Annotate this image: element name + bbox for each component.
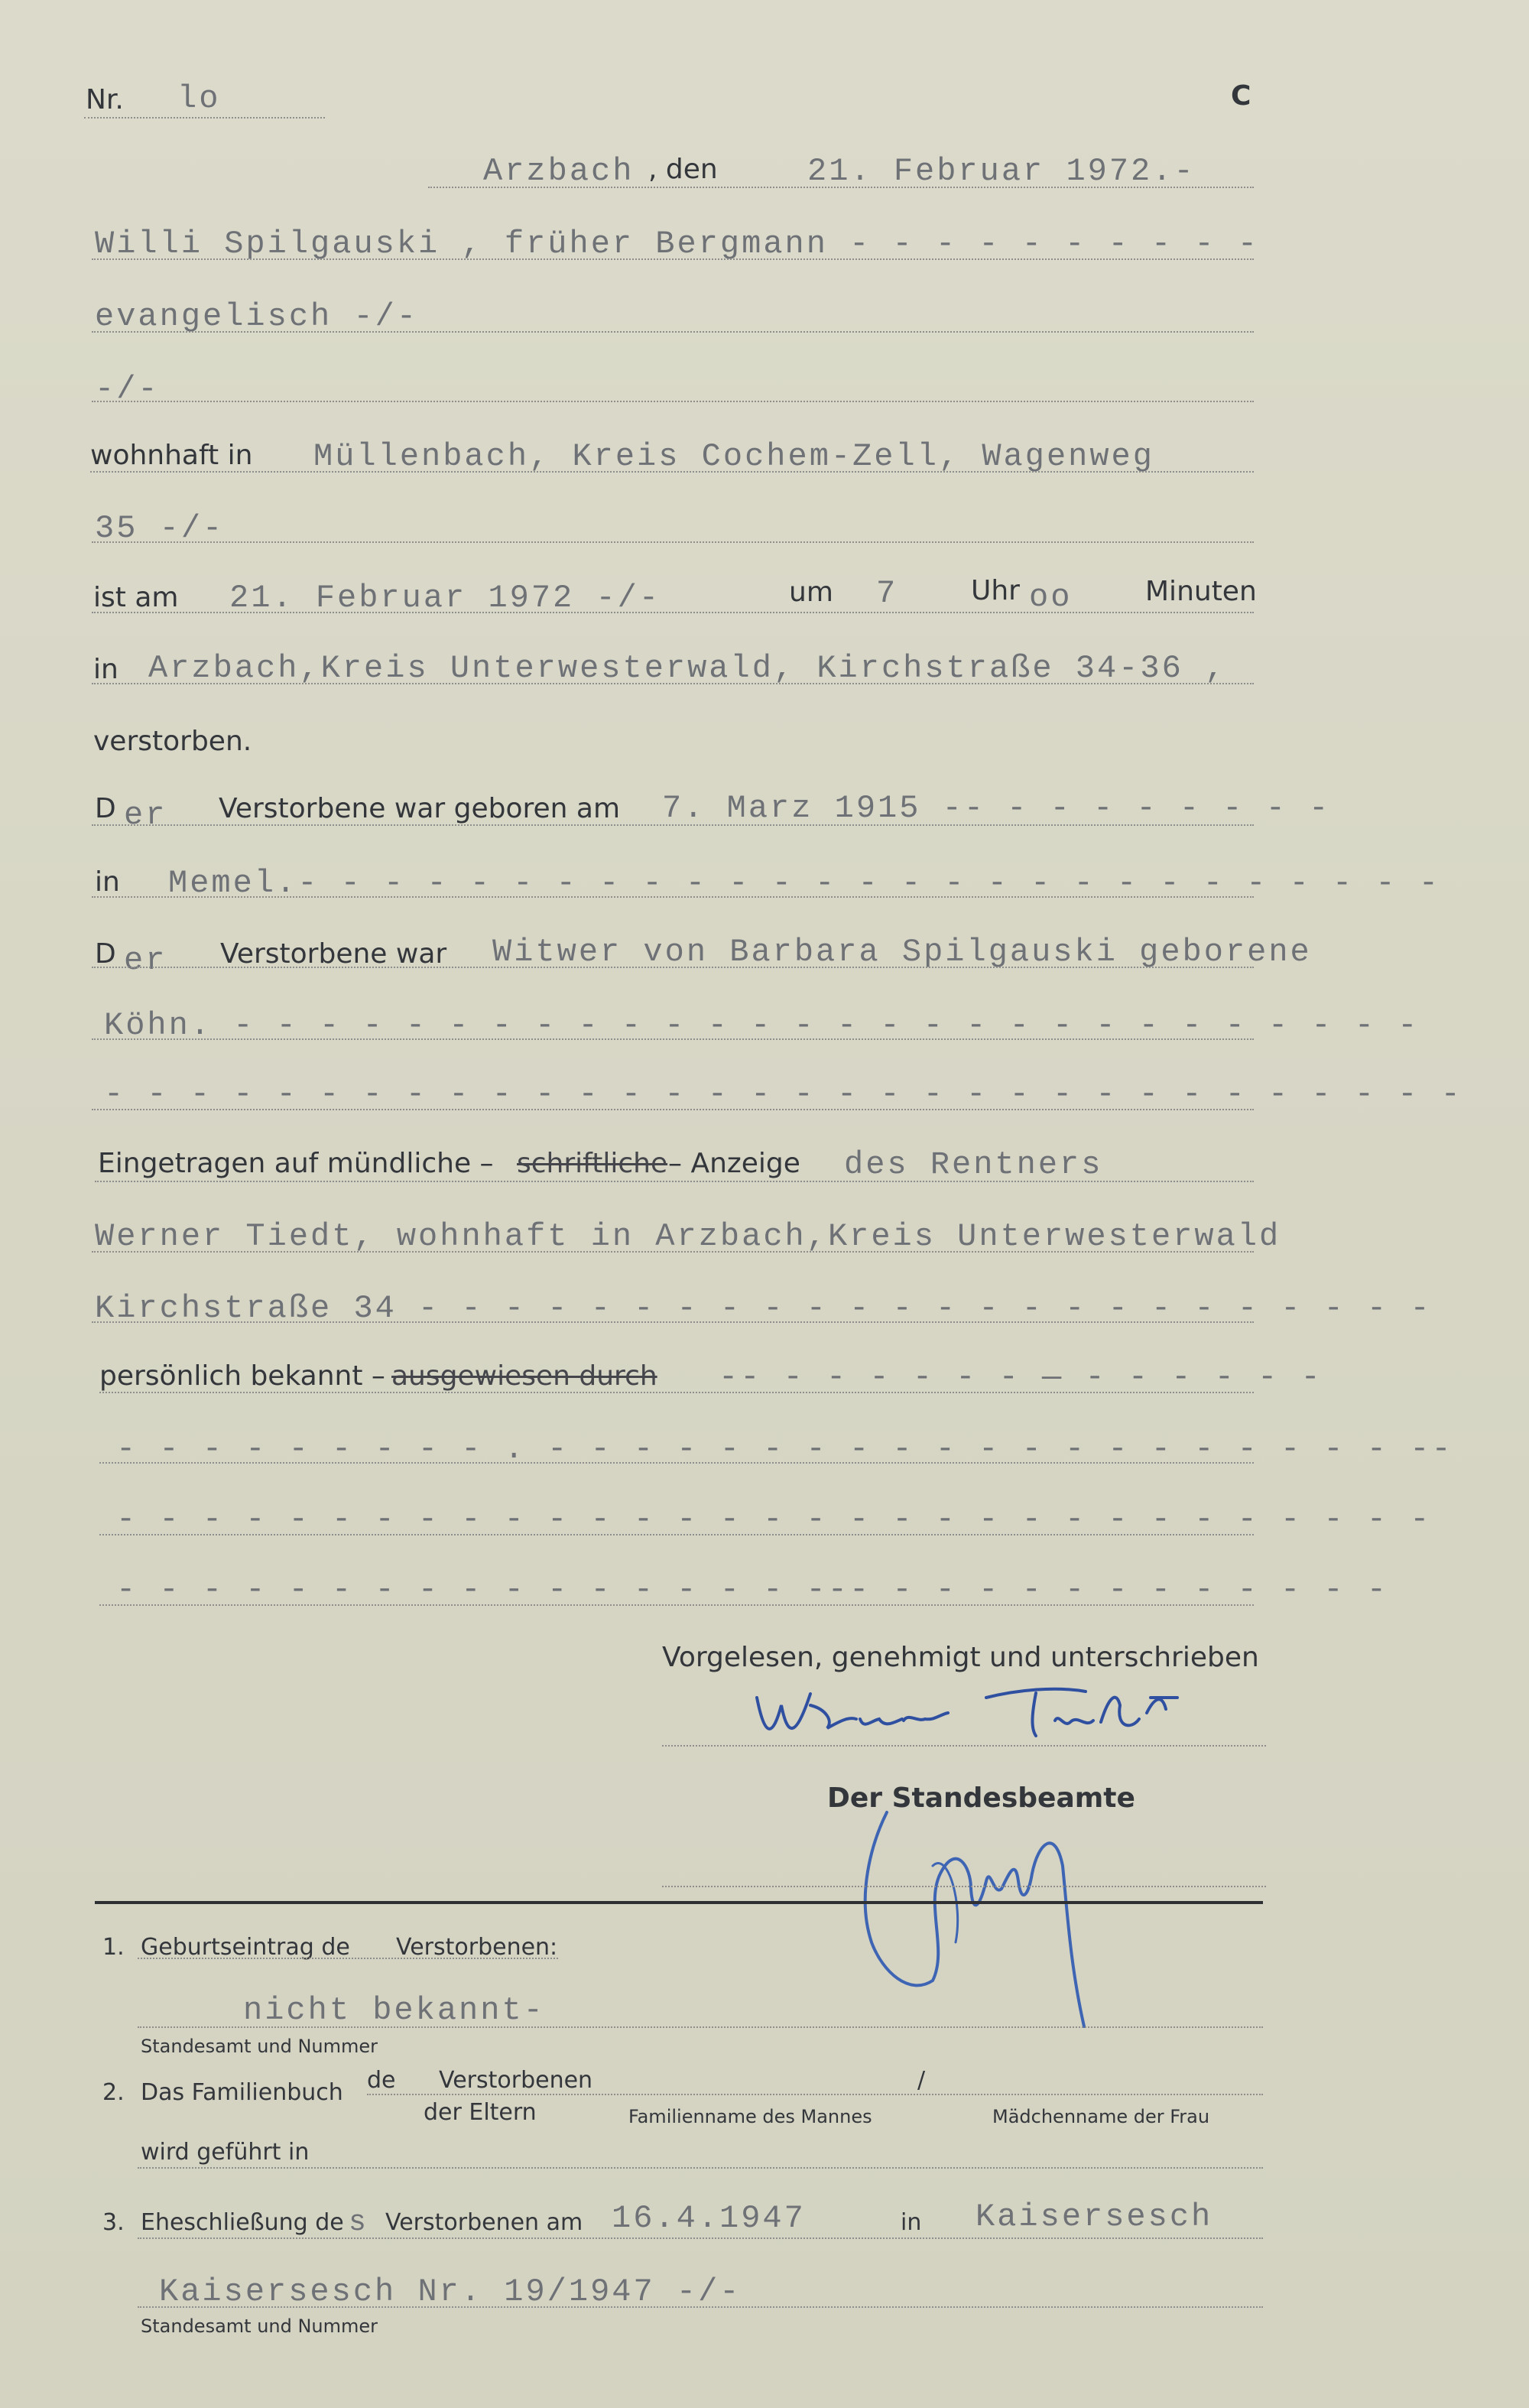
marital-label: Verstorbene war [220,938,447,970]
ist-am-label: ist am [93,582,179,613]
line-underline-8 [92,824,1254,826]
note1-label2: Verstorbenen: [396,1934,558,1961]
informant-street: Kirchstraße 34 - - - - - - - - - - - - - - - - - - - - - - - - [95,1290,1432,1327]
line-underline-16 [99,1392,1254,1393]
note2-eltern: der Eltern [424,2099,537,2126]
line-underline-14 [92,1251,1254,1253]
den-label: , den [648,154,718,185]
death-in-label: in [93,654,118,685]
note3-value-underline [138,2306,1263,2308]
line-underline-6 [92,612,1254,613]
birth-er-typed: er [124,797,167,834]
wohnhaft-label: wohnhaft in [90,440,253,471]
registration-label: Eingetragen auf mündliche – [98,1148,494,1179]
birth-place: Memel.- - - - - - - - - - - - - - - - - - - - - - - - - - - [168,865,1441,902]
note2-verstorbenen: Verstorbenen [439,2067,593,2094]
note2-underline [367,2094,1263,2095]
record-date: 21. Februar 1972.- [807,153,1196,190]
note1-value-underline [138,2026,1263,2028]
line-underline-12 [92,1109,1254,1110]
death-place: Arzbach,Kreis Unterwesterwald, Kirchstraße 34-36 , [148,650,1227,687]
line-underline-3 [92,401,1254,402]
note3-caption: Standesamt und Nummer [141,2315,378,2337]
spouse-maiden-name: Köhn. - - - - - - - - - - - - - - - - - - - - - - - - - - - - [104,1007,1420,1044]
line-underline-7 [92,683,1254,684]
minuten-label: Minuten [1145,576,1257,607]
note1-caption: Standesamt und Nummer [141,2036,378,2057]
death-hour: 7 [876,575,898,612]
note2-caption-husband: Familienname des Mannes [628,2106,872,2127]
line-underline-9 [92,896,1254,898]
birth-label: Verstorbene war geboren am [219,793,621,824]
birth-in-label: in [95,866,120,898]
deceased-address-cont: 35 -/- [95,510,225,547]
registration-struck-option: schriftliche [517,1148,668,1179]
note2-label: Das Familienbuch [141,2079,343,2106]
officer-signature-line [662,1886,1266,1887]
line-underline-4 [90,471,1254,473]
birth-d-label: D [95,793,116,824]
note2-de: de [367,2067,396,2094]
marriage-date: 16.4.1947 [612,2200,806,2237]
section-divider [95,1901,1263,1904]
blank-fill-1: - - - - - - - - - . - - - - - - - - - - - - - - - - - - - - -- [116,1431,1453,1467]
known-label: persönlich bekannt – [99,1360,385,1392]
line-underline-5 [92,541,1254,543]
deceased-address: Müllenbach, Kreis Cochem-Zell, Wagenweg [313,438,1154,475]
officer-label: Der Standesbeamte [827,1782,1135,1814]
blank-fill-3: - - - - - - - - - - - - - - - - --- - - - - - - - - - - - - [116,1571,1389,1608]
marriage-place: Kaisersesch [976,2198,1213,2235]
line-underline-10 [92,967,1254,968]
nr-underline [84,117,325,119]
deceased-extra: -/- [95,371,160,408]
blank-fill-2: - - - - - - - - - - - - - - - - - - - - - - - - - - - - - - - [116,1501,1432,1538]
known-fill: -- - - - - - - — - - - - - - [719,1359,1323,1396]
date-underline [428,187,1254,188]
note2-caption-wife: Mädchenname der Frau [992,2106,1210,2127]
known-struck-option: ausgewiesen durch [391,1360,657,1392]
marital-er-typed: er [124,942,167,979]
informant-signature-image [734,1675,1193,1751]
informant-name-address: Werner Tiedt, wohnhaft in Arzbach,Kreis Unterwesterwald [95,1218,1281,1255]
informant-signature-line [662,1745,1266,1747]
marital-status: Witwer von Barbara Spilgauski geborene [492,934,1312,970]
note3-label2: Verstorbenen am [385,2209,583,2236]
note2-number: 2. [102,2079,125,2106]
note3-number: 3. [102,2209,125,2236]
note1-underline [138,1958,558,1959]
note2-kept-underline [138,2167,1263,2169]
uhr-label: Uhr [971,575,1020,606]
birth-date: 7. Marz 1915 -- - - - - - - - - [662,790,1331,827]
marriage-register-entry: Kaisersesch Nr. 19/1947 -/- [159,2273,742,2310]
deceased-name-occupation: Willi Spilgauski , früher Bergmann - - - - - - - - - - [95,226,1260,262]
corner-letter: C [1231,80,1251,112]
death-minutes: oo [1029,579,1073,616]
line-underline-2 [92,331,1254,333]
line-underline-19 [99,1604,1254,1606]
record-number: lo [177,80,221,117]
marital-d-label: D [95,938,116,970]
nr-label: Nr. [86,84,124,115]
death-date: 21. Februar 1972 -/- [229,580,661,616]
marital-fill: - - - - - - - - - - - - - - - - - - - - - - - - - - - - - - - - [104,1076,1462,1113]
place-of-record: Arzbach [483,153,635,190]
verstorben-label: verstorben. [93,726,252,757]
note3-label: Eheschließung de [141,2209,344,2236]
um-label: um [789,577,833,608]
note2-slash: / [917,2067,926,2094]
line-underline-1 [92,258,1254,260]
note3-in: in [901,2209,922,2236]
registration-anzeige: – Anzeige [668,1148,800,1179]
line-underline-17 [99,1462,1254,1464]
note1-value: nicht bekannt- [243,1992,545,2029]
note2-kept-in: wird geführt in [141,2139,310,2166]
line-underline-15 [92,1321,1254,1323]
note3-s: s [349,2206,368,2239]
note3-underline [138,2237,1263,2239]
line-underline-11 [92,1038,1254,1040]
note1-label: Geburtseintrag de [141,1934,350,1961]
officer-signature-image [841,1797,1116,2042]
read-approved-label: Vorgelesen, genehmigt und unterschrieben [662,1642,1259,1673]
note1-number: 1. [102,1934,125,1961]
deceased-religion: evangelisch -/- [95,298,419,335]
line-underline-18 [99,1534,1254,1535]
informant-title: des Rentners [844,1146,1103,1183]
line-underline-13 [95,1181,1254,1182]
